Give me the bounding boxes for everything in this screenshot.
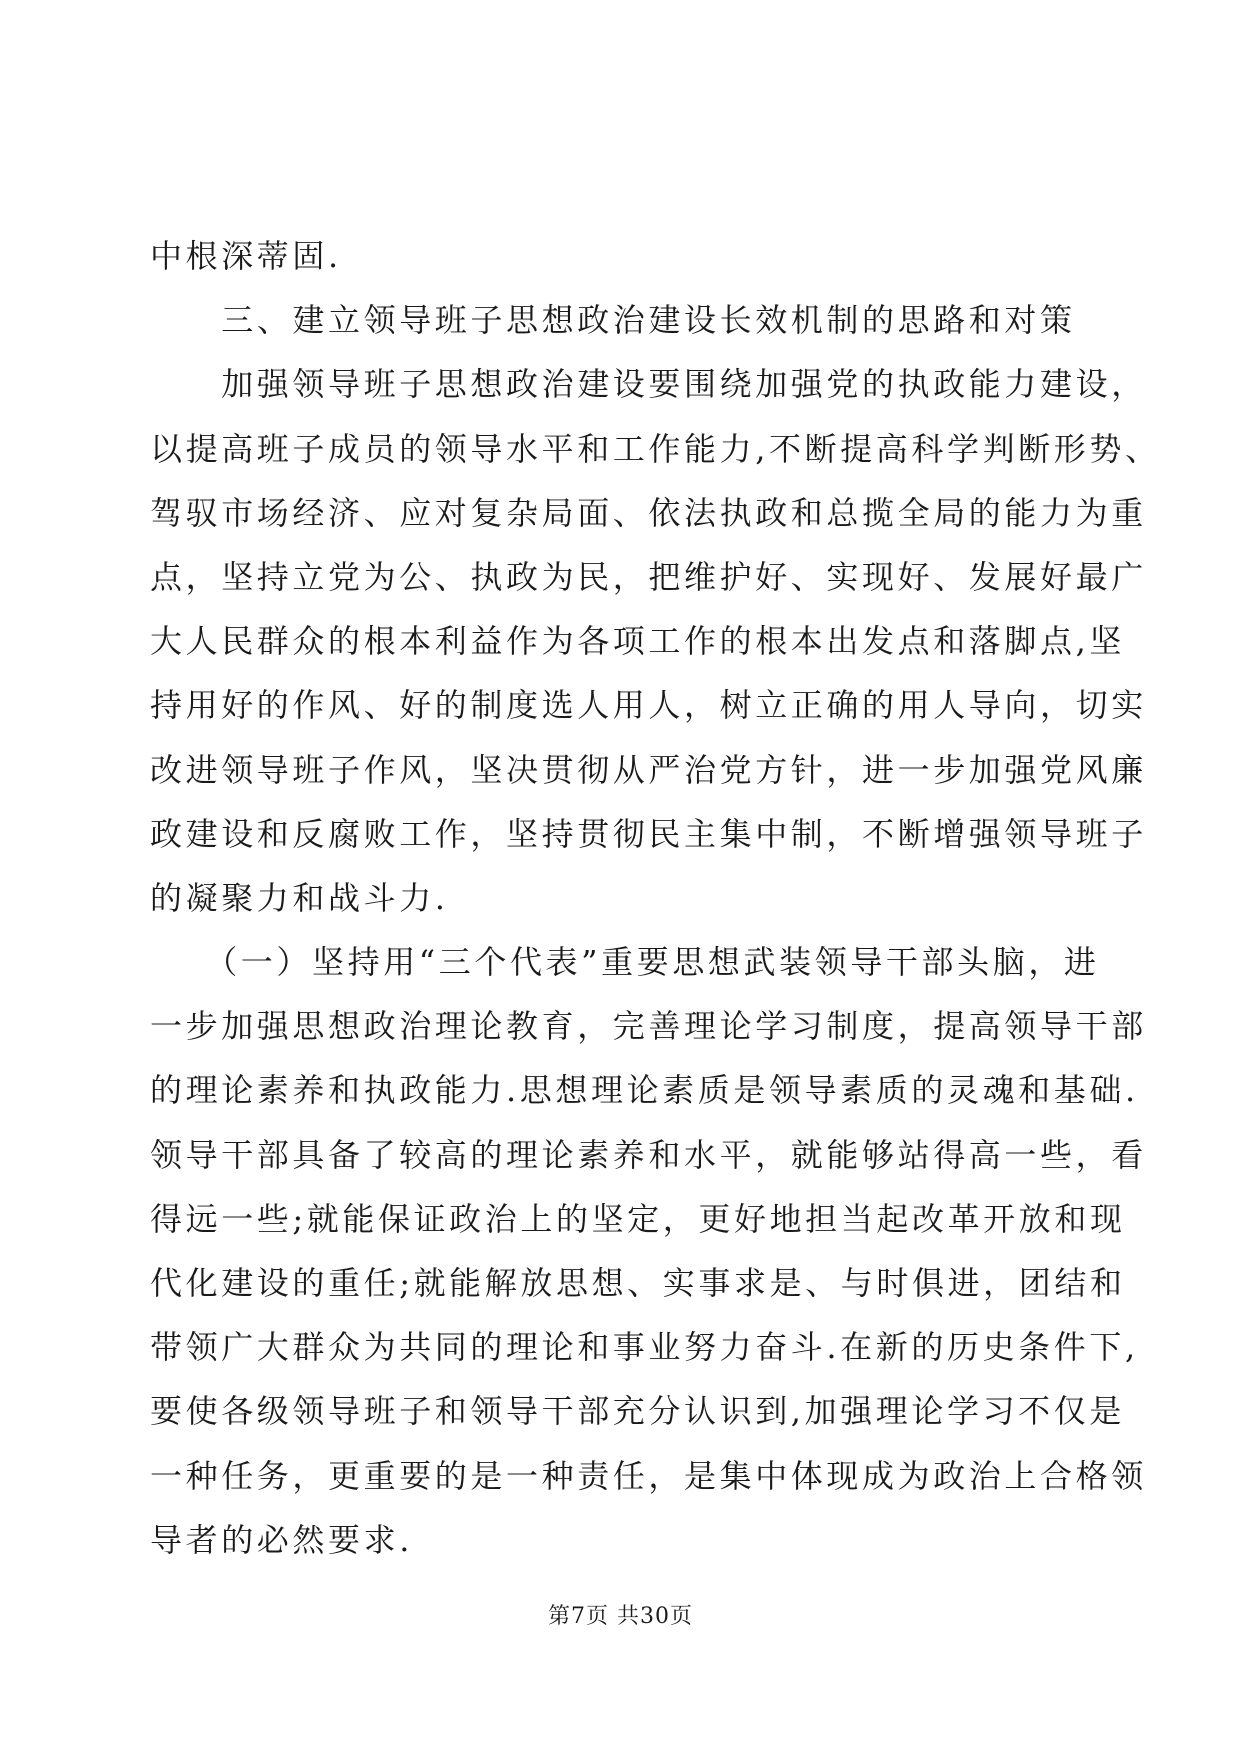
text-line: 改进领导班子作风，坚决贯彻从严治党方针，进一步加强党风廉 (150, 750, 1147, 789)
text-line: 以提高班子成员的领导水平和工作能力,不断提高科学判断形势、 (150, 429, 1161, 468)
text-line: 的理论素养和执政能力.思想理论素质是领导素质的灵魂和基础. (150, 1071, 1139, 1110)
text-line: 中根深蒂固. (150, 237, 342, 275)
text-line: 加强领导班子思想政治建设要围绕加强党的执政能力建设， (150, 365, 1147, 404)
subsection-heading: （一）坚持用“三个代表”重要思想武装领导干部头脑，进 (150, 943, 1100, 982)
text-line: 政建设和反腐败工作，坚持贯彻民主集中制，不断增强领导班子 (150, 814, 1147, 853)
text-line: 带领广大群众为共同的理论和事业努力奋斗.在新的历史条件下, (150, 1328, 1139, 1367)
text-line: 持用好的作风、好的制度选人用人，树立正确的用人导向，切实 (150, 686, 1147, 725)
text-line: 要使各级领导班子和领导干部充分认识到,加强理论学习不仅是 (150, 1392, 1125, 1431)
text-line: 点，坚持立党为公、执政为民，把维护好、实现好、发展好最广 (150, 557, 1147, 596)
text-line: 得远一些;就能保证政治上的坚定，更好地担当起改革开放和现 (150, 1199, 1126, 1238)
text-line: 大人民群众的根本利益作为各项工作的根本出发点和落脚点,坚 (150, 622, 1125, 661)
section-heading: 三、建立领导班子思想政治建设长效机制的思路和对策 (150, 301, 1076, 340)
body-text (150, 224, 1161, 1572)
text-line: 一种任务，更重要的是一种责任，是集中体现成为政治上合格领 (150, 1456, 1147, 1495)
text-line: 代化建设的重任;就能解放思想、实事求是、与时俱进，团结和 (150, 1264, 1126, 1302)
text-line: 驾驭市场经济、应对复杂局面、依法执政和总揽全局的能力为重 (150, 493, 1147, 532)
text-line: 导者的必然要求. (150, 1520, 413, 1559)
text-line: 一步加强思想政治理论教育，完善理论学习制度，提高领导干部 (150, 1007, 1147, 1046)
text-line: 的凝聚力和战斗力. (150, 878, 449, 917)
page-number-footer: 第7页 共30页 (548, 1604, 693, 1629)
text-line: 领导干部具备了较高的理论素养和水平，就能够站得高一些，看 (150, 1135, 1147, 1174)
